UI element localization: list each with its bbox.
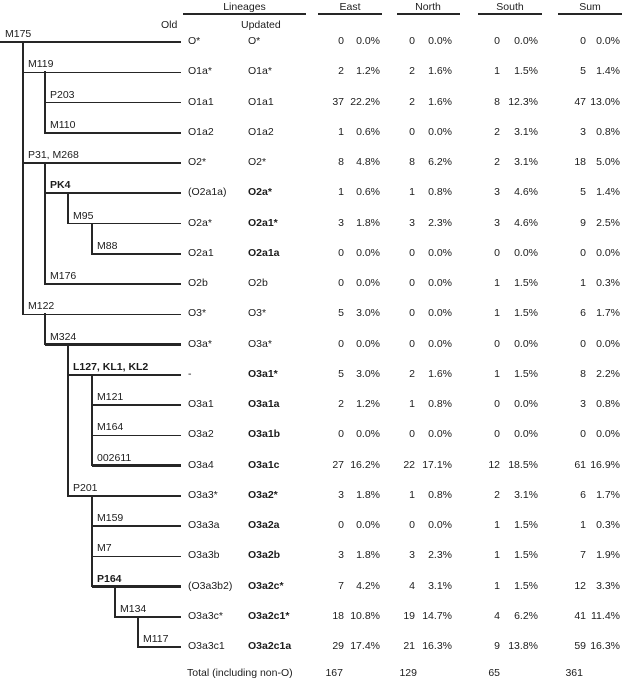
east-percent: 1.2%	[356, 398, 380, 410]
updated-lineage-label: O3a2c1a	[248, 640, 292, 652]
north-count: 1	[409, 186, 415, 199]
branch-line	[115, 616, 181, 618]
branch-vertical-line	[114, 586, 116, 618]
branch-vertical-line	[67, 192, 69, 224]
north-count: 0	[409, 428, 415, 441]
east-percent: 3.0%	[356, 307, 380, 320]
updated-lineage-label: O1a2	[248, 125, 274, 138]
marker-label: M122	[28, 300, 55, 313]
sum-percent: 0.8%	[596, 398, 620, 410]
south-percent: 13.8%	[508, 640, 538, 652]
north-percent: 2.3%	[428, 216, 452, 229]
marker-label: M110	[50, 118, 76, 131]
east-count: 3	[338, 488, 344, 501]
north-percent: 17.1%	[422, 458, 452, 471]
sum-header-rule	[558, 13, 622, 15]
branch-vertical-line	[91, 223, 93, 255]
north-percent: 14.7%	[422, 609, 452, 622]
north-count: 0	[409, 246, 415, 259]
updated-lineage-label: O2a1*	[248, 216, 278, 229]
east-percent: 22.2%	[350, 95, 380, 108]
sum-percent: 13.0%	[590, 95, 620, 108]
branch-line	[45, 283, 181, 285]
branch-vertical-line	[91, 495, 93, 587]
east-count: 2	[338, 65, 344, 78]
sum-percent: 0.0%	[596, 337, 620, 350]
east-percent: 1.8%	[356, 549, 380, 562]
south-percent: 3.1%	[514, 125, 538, 138]
branch-vertical-line	[137, 616, 139, 648]
south-percent: 1.5%	[514, 549, 538, 562]
sum-percent: 16.3%	[590, 640, 620, 652]
sum-count: 0	[580, 246, 586, 259]
branch-line	[0, 41, 181, 43]
sum-count: 3	[580, 125, 586, 138]
south-percent: 12.3%	[508, 95, 538, 108]
north-count: 0	[409, 519, 415, 531]
sum-percent: 0.0%	[596, 246, 620, 259]
old-lineage-label: O3a3c*	[188, 609, 224, 622]
updated-lineage-label: O1a*	[248, 65, 272, 78]
marker-label: P164	[97, 572, 122, 585]
branch-line	[92, 585, 181, 587]
branch-line	[68, 374, 181, 376]
updated-lineage-label: O3a2c1*	[248, 609, 290, 622]
marker-label: M119	[28, 58, 54, 71]
south-count: 12	[488, 458, 500, 471]
sum-count: 5	[580, 65, 586, 78]
old-lineage-label: O3a2	[188, 428, 214, 441]
old-lineage-label: O3a*	[188, 337, 212, 350]
branch-line	[138, 646, 181, 648]
old-lineage-label: O1a2	[188, 125, 214, 138]
branch-line	[68, 223, 181, 225]
sum-count: 0	[580, 337, 586, 350]
east-count: 7	[338, 579, 344, 592]
north-percent: 0.8%	[428, 186, 452, 199]
updated-lineage-label: O1a1	[248, 95, 274, 108]
east-count: 0	[338, 246, 344, 259]
south-percent: 1.5%	[514, 367, 538, 380]
marker-label: M176	[50, 270, 77, 282]
sum-count: 47	[574, 95, 586, 108]
north-count: 1	[409, 398, 415, 410]
sum-percent: 2.2%	[596, 367, 620, 380]
north-count: 2	[409, 95, 415, 108]
branch-line	[92, 404, 181, 406]
south-percent: 0.0%	[514, 398, 538, 410]
lineages-header: Lineages	[223, 1, 266, 13]
sum-count: 1	[580, 277, 586, 289]
north-percent: 0.0%	[428, 519, 452, 531]
south-count: 1	[494, 367, 500, 380]
marker-label: PK4	[50, 179, 71, 192]
marker-label: M159	[97, 512, 124, 524]
north-count: 1	[409, 488, 415, 501]
east-percent: 0.0%	[356, 35, 380, 47]
marker-label: M121	[97, 391, 124, 403]
branch-line	[92, 464, 181, 467]
old-lineage-label: O1a1	[188, 95, 214, 108]
north-percent: 1.6%	[428, 65, 452, 78]
marker-label: M88	[97, 239, 118, 252]
total-north-count: 129	[399, 667, 417, 679]
old-lineage-label: O3a3*	[188, 488, 218, 501]
sum-percent: 1.9%	[596, 549, 620, 562]
north-header-rule	[397, 13, 460, 15]
south-count: 2	[494, 125, 500, 138]
marker-label: M117	[143, 633, 169, 645]
total-east-count: 167	[325, 667, 343, 679]
sum-count: 3	[580, 398, 586, 410]
north-count: 2	[409, 367, 415, 380]
sum-percent: 2.5%	[596, 216, 620, 229]
sum-percent: 1.7%	[596, 307, 620, 320]
south-percent: 3.1%	[514, 488, 538, 501]
south-percent: 3.1%	[514, 156, 538, 168]
old-column-header: Old	[161, 19, 178, 31]
east-percent: 0.6%	[356, 125, 380, 138]
east-count: 0	[338, 35, 344, 47]
east-percent: 0.0%	[356, 428, 380, 441]
north-percent: 0.0%	[428, 35, 452, 47]
updated-column-header: Updated	[241, 19, 281, 31]
south-count: 1	[494, 277, 500, 289]
marker-label: M7	[97, 542, 112, 555]
east-header-rule	[318, 13, 382, 15]
east-count: 0	[338, 337, 344, 350]
north-count: 3	[409, 216, 415, 229]
south-count: 1	[494, 519, 500, 531]
south-count: 0	[494, 246, 500, 259]
old-lineage-label: O2*	[188, 156, 207, 168]
east-count: 0	[338, 277, 344, 289]
sum-count: 5	[580, 186, 586, 199]
south-percent: 1.5%	[514, 65, 538, 78]
south-count: 1	[494, 65, 500, 78]
lineages-header-rule	[183, 13, 306, 15]
north-count: 3	[409, 549, 415, 562]
east-percent: 0.0%	[356, 277, 380, 289]
north-percent: 2.3%	[428, 549, 452, 562]
north-percent: 0.8%	[428, 398, 452, 410]
updated-lineage-label: O3*	[248, 307, 267, 320]
south-count: 1	[494, 549, 500, 562]
north-percent: 1.6%	[428, 95, 452, 108]
sum-percent: 5.0%	[596, 156, 620, 168]
sum-percent: 0.0%	[596, 35, 620, 47]
old-lineage-label: O2b	[188, 277, 208, 289]
sum-percent: 1.7%	[596, 488, 620, 501]
sum-count: 6	[580, 307, 586, 320]
updated-lineage-label: O3a1c	[248, 458, 280, 471]
north-count: 22	[403, 458, 415, 471]
sum-percent: 3.3%	[596, 579, 620, 592]
north-count: 0	[409, 307, 415, 320]
old-lineage-label: O3a3c1	[188, 640, 225, 652]
south-count: 1	[494, 307, 500, 320]
east-count: 1	[338, 125, 344, 138]
east-count: 0	[338, 519, 344, 531]
east-percent: 3.0%	[356, 367, 380, 380]
east-count: 3	[338, 549, 344, 562]
sum-count: 7	[580, 549, 586, 562]
east-count: 5	[338, 307, 344, 320]
branch-line	[92, 435, 181, 437]
branch-vertical-line	[44, 313, 46, 345]
east-count: 8	[338, 156, 344, 168]
old-lineage-label: O3a1	[188, 398, 214, 410]
updated-lineage-label: O*	[248, 35, 261, 47]
branch-line	[92, 525, 181, 527]
branch-line	[45, 132, 181, 134]
south-percent: 0.0%	[514, 35, 538, 47]
updated-lineage-label: O3a2c*	[248, 579, 284, 592]
sum-count: 61	[574, 458, 586, 471]
north-percent: 0.0%	[428, 307, 452, 320]
south-count: 0	[494, 337, 500, 350]
north-percent: 0.0%	[428, 125, 452, 138]
old-lineage-label: O*	[188, 35, 201, 47]
south-percent: 4.6%	[514, 186, 538, 199]
sum-count: 0	[580, 35, 586, 47]
south-percent: 18.5%	[508, 458, 538, 471]
total-sum-count: 361	[565, 667, 583, 679]
marker-label: P203	[50, 88, 75, 101]
updated-lineage-label: O2b	[248, 277, 268, 289]
old-lineage-label: O2a1	[188, 246, 214, 259]
branch-line	[45, 102, 181, 104]
south-count: 3	[494, 216, 500, 229]
updated-lineage-label: O3a2a	[248, 519, 280, 531]
east-percent: 0.0%	[356, 519, 380, 531]
south-count: 3	[494, 186, 500, 199]
sum-count: 18	[574, 156, 586, 168]
sum-count: 12	[574, 579, 586, 592]
sum-count: 6	[580, 488, 586, 501]
old-lineage-label: -	[188, 367, 192, 380]
south-count: 2	[494, 156, 500, 168]
old-lineage-label: (O3a3b2)	[188, 579, 233, 592]
branch-line	[23, 72, 181, 74]
region-header-south: South	[496, 1, 524, 13]
north-percent: 0.0%	[428, 246, 452, 259]
south-count: 0	[494, 35, 500, 47]
south-percent: 1.5%	[514, 307, 538, 320]
east-percent: 10.8%	[350, 609, 380, 622]
old-lineage-label: O3a4	[188, 458, 214, 471]
region-header-sum: Sum	[579, 1, 601, 13]
east-percent: 1.8%	[356, 488, 380, 501]
region-header-east: East	[339, 1, 361, 13]
old-lineage-label: (O2a1a)	[188, 186, 227, 199]
north-percent: 0.0%	[428, 428, 452, 441]
east-count: 29	[332, 640, 344, 652]
updated-lineage-label: O3a2b	[248, 549, 281, 562]
south-percent: 1.5%	[514, 579, 538, 592]
south-count: 0	[494, 428, 500, 441]
sum-count: 0	[580, 428, 586, 441]
marker-label: M164	[97, 421, 124, 434]
north-count: 0	[409, 35, 415, 47]
branch-line	[68, 495, 181, 497]
north-count: 4	[409, 579, 415, 592]
south-count: 1	[494, 579, 500, 592]
branch-line	[45, 343, 181, 346]
east-percent: 17.4%	[350, 640, 380, 652]
branch-vertical-line	[44, 162, 46, 285]
east-percent: 0.0%	[356, 246, 380, 259]
north-percent: 0.8%	[428, 488, 452, 501]
sum-percent: 1.4%	[596, 65, 620, 78]
updated-lineage-label: O3a1*	[248, 367, 278, 380]
branch-line	[92, 556, 181, 558]
marker-label: M95	[73, 209, 94, 222]
branch-line	[23, 162, 181, 164]
branch-vertical-line	[91, 374, 93, 466]
south-percent: 4.6%	[514, 216, 538, 229]
east-percent: 1.2%	[356, 65, 380, 78]
south-percent: 1.5%	[514, 519, 538, 531]
old-lineage-label: O3a3b	[188, 549, 220, 562]
south-percent: 0.0%	[514, 428, 538, 441]
east-percent: 1.8%	[356, 216, 380, 229]
north-count: 19	[403, 609, 415, 622]
updated-lineage-label: O2a1a	[248, 246, 280, 259]
marker-label: M175	[5, 28, 32, 40]
sum-percent: 16.9%	[590, 458, 620, 471]
marker-label: P201	[73, 481, 98, 494]
updated-lineage-label: O3a*	[248, 337, 272, 350]
south-count: 4	[494, 609, 500, 622]
east-percent: 0.0%	[356, 337, 380, 350]
sum-percent: 1.4%	[596, 186, 620, 199]
marker-label: M324	[50, 330, 77, 343]
north-count: 21	[403, 640, 415, 652]
east-percent: 4.8%	[356, 156, 380, 168]
north-count: 2	[409, 65, 415, 78]
south-percent: 0.0%	[514, 337, 538, 350]
sum-percent: 11.4%	[591, 609, 620, 622]
old-lineage-label: O3*	[188, 307, 207, 320]
north-percent: 0.0%	[428, 337, 452, 350]
north-percent: 3.1%	[428, 579, 452, 592]
marker-label: 002611	[97, 451, 132, 464]
east-count: 18	[332, 609, 344, 622]
updated-lineage-label: O2a*	[248, 186, 272, 199]
branch-line	[23, 314, 181, 316]
sum-percent: 0.0%	[596, 428, 620, 441]
north-percent: 6.2%	[428, 156, 452, 168]
east-count: 37	[332, 95, 344, 108]
east-count: 5	[338, 367, 344, 380]
sum-count: 41	[574, 609, 586, 622]
south-percent: 6.2%	[514, 609, 538, 622]
north-count: 0	[409, 277, 415, 289]
sum-percent: 0.8%	[596, 125, 620, 138]
east-count: 27	[332, 458, 344, 471]
south-count: 8	[494, 95, 500, 108]
marker-label: M134	[120, 602, 147, 615]
north-count: 0	[409, 337, 415, 350]
updated-lineage-label: O3a2*	[248, 488, 278, 501]
south-percent: 1.5%	[514, 277, 538, 289]
updated-lineage-label: O3a1b	[248, 428, 281, 441]
north-percent: 1.6%	[428, 367, 452, 380]
north-percent: 0.0%	[428, 277, 452, 289]
east-count: 2	[338, 398, 344, 410]
region-header-north: North	[415, 1, 441, 13]
updated-lineage-label: O2*	[248, 156, 267, 168]
north-count: 8	[409, 156, 415, 168]
old-lineage-label: O1a*	[188, 65, 212, 78]
east-percent: 4.2%	[356, 579, 380, 592]
east-percent: 16.2%	[350, 458, 380, 471]
old-lineage-label: O3a3a	[188, 519, 220, 531]
branch-vertical-line	[22, 41, 24, 315]
sum-count: 9	[580, 216, 586, 229]
south-percent: 0.0%	[514, 246, 538, 259]
old-lineage-label: O2a*	[188, 216, 212, 229]
south-count: 0	[494, 398, 500, 410]
east-count: 0	[338, 428, 344, 441]
south-header-rule	[478, 13, 542, 15]
sum-percent: 0.3%	[596, 277, 620, 289]
updated-lineage-label: O3a1a	[248, 398, 280, 410]
marker-label: L127, KL1, KL2	[73, 360, 149, 373]
sum-count: 59	[574, 640, 586, 652]
branch-line	[45, 192, 181, 194]
south-count: 9	[494, 640, 500, 652]
sum-count: 8	[580, 367, 586, 380]
total-row-label: Total (including non-O)	[187, 667, 293, 679]
total-south-count: 65	[488, 667, 500, 679]
sum-percent: 0.3%	[596, 519, 620, 531]
south-count: 2	[494, 488, 500, 501]
marker-label: P31, M268	[28, 149, 79, 161]
east-count: 3	[338, 216, 344, 229]
branch-line	[92, 253, 181, 255]
north-percent: 16.3%	[422, 640, 452, 652]
sum-count: 1	[580, 519, 586, 531]
branch-vertical-line	[67, 344, 69, 497]
north-count: 0	[409, 125, 415, 138]
east-percent: 0.6%	[356, 186, 380, 199]
east-count: 1	[338, 186, 344, 199]
